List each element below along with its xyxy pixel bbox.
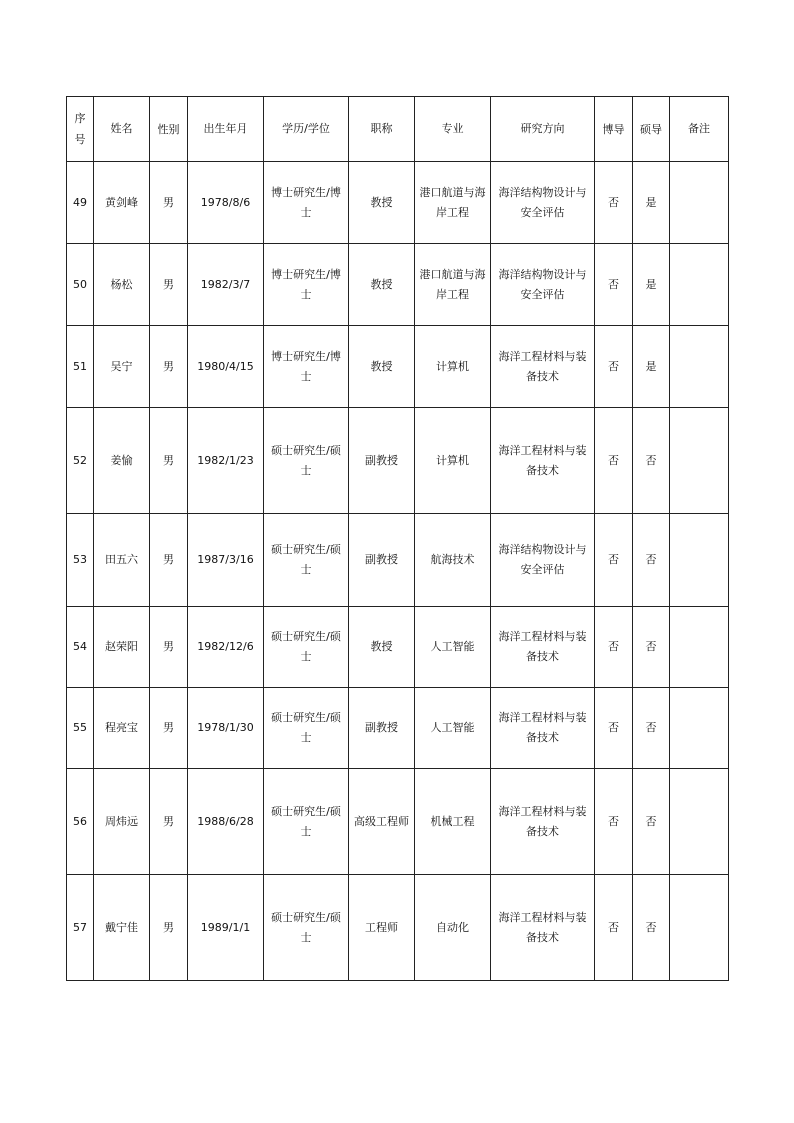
cell-major: 航海技术 — [415, 514, 491, 607]
cell-seq: 57 — [67, 875, 94, 981]
cell-remark — [670, 607, 729, 688]
cell-master-supervisor: 否 — [633, 769, 670, 875]
cell-seq: 50 — [67, 244, 94, 326]
cell-education: 硕士研究生/硕士 — [264, 607, 349, 688]
cell-research: 海洋工程材料与装备技术 — [491, 769, 595, 875]
cell-phd-supervisor: 否 — [595, 162, 633, 244]
cell-title: 教授 — [349, 326, 415, 408]
table-header-row — [67, 97, 729, 162]
cell-major: 港口航道与海岸工程 — [415, 244, 491, 326]
cell-remark — [670, 688, 729, 769]
cell-research: 海洋工程材料与装备技术 — [491, 688, 595, 769]
table-row — [67, 875, 729, 981]
table-row — [67, 607, 729, 688]
cell-birth: 1978/8/6 — [188, 162, 264, 244]
table-row — [67, 326, 729, 408]
cell-master-supervisor: 是 — [633, 162, 670, 244]
cell-remark — [670, 875, 729, 981]
table-body — [67, 162, 729, 981]
table-row — [67, 688, 729, 769]
cell-research: 海洋结构物设计与安全评估 — [491, 244, 595, 326]
cell-name: 田五六 — [94, 514, 150, 607]
cell-birth: 1982/12/6 — [188, 607, 264, 688]
cell-research: 海洋工程材料与装备技术 — [491, 607, 595, 688]
cell-phd-supervisor: 否 — [595, 688, 633, 769]
header-education: 学历/学位 — [264, 97, 349, 162]
cell-major: 机械工程 — [415, 769, 491, 875]
header-title: 职称 — [349, 97, 415, 162]
cell-birth: 1978/1/30 — [188, 688, 264, 769]
cell-education: 硕士研究生/硕士 — [264, 688, 349, 769]
header-gender: 性别 — [150, 97, 188, 162]
header-master-supervisor: 硕导 — [633, 97, 670, 162]
staff-table — [66, 96, 729, 981]
cell-master-supervisor: 否 — [633, 408, 670, 514]
cell-master-supervisor: 是 — [633, 326, 670, 408]
cell-research: 海洋结构物设计与安全评估 — [491, 162, 595, 244]
cell-name: 黄剑峰 — [94, 162, 150, 244]
cell-phd-supervisor: 否 — [595, 514, 633, 607]
table-row — [67, 408, 729, 514]
cell-gender: 男 — [150, 244, 188, 326]
cell-education: 硕士研究生/硕士 — [264, 875, 349, 981]
cell-name: 杨松 — [94, 244, 150, 326]
cell-title: 教授 — [349, 162, 415, 244]
cell-seq: 56 — [67, 769, 94, 875]
cell-name: 姜愉 — [94, 408, 150, 514]
cell-title: 教授 — [349, 607, 415, 688]
cell-title: 教授 — [349, 244, 415, 326]
cell-birth: 1988/6/28 — [188, 769, 264, 875]
cell-gender: 男 — [150, 769, 188, 875]
table-row — [67, 244, 729, 326]
cell-major: 港口航道与海岸工程 — [415, 162, 491, 244]
table-row — [67, 514, 729, 607]
cell-gender: 男 — [150, 162, 188, 244]
cell-birth: 1980/4/15 — [188, 326, 264, 408]
cell-master-supervisor: 否 — [633, 514, 670, 607]
cell-seq: 55 — [67, 688, 94, 769]
cell-birth: 1989/1/1 — [188, 875, 264, 981]
cell-remark — [670, 408, 729, 514]
cell-major: 自动化 — [415, 875, 491, 981]
cell-research: 海洋结构物设计与安全评估 — [491, 514, 595, 607]
cell-title: 副教授 — [349, 408, 415, 514]
cell-research: 海洋工程材料与装备技术 — [491, 875, 595, 981]
cell-master-supervisor: 是 — [633, 244, 670, 326]
header-major: 专业 — [415, 97, 491, 162]
cell-major: 人工智能 — [415, 607, 491, 688]
cell-major: 计算机 — [415, 408, 491, 514]
cell-title: 副教授 — [349, 514, 415, 607]
cell-education: 硕士研究生/硕士 — [264, 769, 349, 875]
cell-birth: 1987/3/16 — [188, 514, 264, 607]
cell-phd-supervisor: 否 — [595, 607, 633, 688]
cell-seq: 54 — [67, 607, 94, 688]
cell-education: 硕士研究生/硕士 — [264, 514, 349, 607]
cell-seq: 52 — [67, 408, 94, 514]
cell-name: 赵荣阳 — [94, 607, 150, 688]
cell-gender: 男 — [150, 326, 188, 408]
header-remark: 备注 — [670, 97, 729, 162]
cell-seq: 53 — [67, 514, 94, 607]
header-name: 姓名 — [94, 97, 150, 162]
cell-name: 吴宁 — [94, 326, 150, 408]
cell-seq: 51 — [67, 326, 94, 408]
cell-gender: 男 — [150, 408, 188, 514]
cell-phd-supervisor: 否 — [595, 875, 633, 981]
cell-master-supervisor: 否 — [633, 607, 670, 688]
cell-education: 硕士研究生/硕士 — [264, 408, 349, 514]
cell-remark — [670, 769, 729, 875]
cell-master-supervisor: 否 — [633, 875, 670, 981]
cell-phd-supervisor: 否 — [595, 769, 633, 875]
cell-name: 戴宁佳 — [94, 875, 150, 981]
cell-remark — [670, 162, 729, 244]
cell-name: 程亮宝 — [94, 688, 150, 769]
cell-title: 工程师 — [349, 875, 415, 981]
cell-phd-supervisor: 否 — [595, 408, 633, 514]
header-phd-supervisor: 博导 — [595, 97, 633, 162]
cell-birth: 1982/1/23 — [188, 408, 264, 514]
cell-name: 周炜远 — [94, 769, 150, 875]
cell-major: 计算机 — [415, 326, 491, 408]
table-row — [67, 162, 729, 244]
cell-gender: 男 — [150, 514, 188, 607]
cell-remark — [670, 244, 729, 326]
cell-education: 博士研究生/博士 — [264, 244, 349, 326]
cell-education: 博士研究生/博士 — [264, 326, 349, 408]
cell-title: 高级工程师 — [349, 769, 415, 875]
cell-title: 副教授 — [349, 688, 415, 769]
cell-phd-supervisor: 否 — [595, 326, 633, 408]
cell-phd-supervisor: 否 — [595, 244, 633, 326]
header-seq: 序号 — [67, 97, 94, 162]
cell-gender: 男 — [150, 688, 188, 769]
cell-major: 人工智能 — [415, 688, 491, 769]
cell-gender: 男 — [150, 875, 188, 981]
header-research: 研究方向 — [491, 97, 595, 162]
cell-master-supervisor: 否 — [633, 688, 670, 769]
cell-education: 博士研究生/博士 — [264, 162, 349, 244]
cell-remark — [670, 326, 729, 408]
table-row — [67, 769, 729, 875]
cell-seq: 49 — [67, 162, 94, 244]
cell-research: 海洋工程材料与装备技术 — [491, 408, 595, 514]
cell-research: 海洋工程材料与装备技术 — [491, 326, 595, 408]
cell-gender: 男 — [150, 607, 188, 688]
cell-birth: 1982/3/7 — [188, 244, 264, 326]
header-birth: 出生年月 — [188, 97, 264, 162]
cell-remark — [670, 514, 729, 607]
